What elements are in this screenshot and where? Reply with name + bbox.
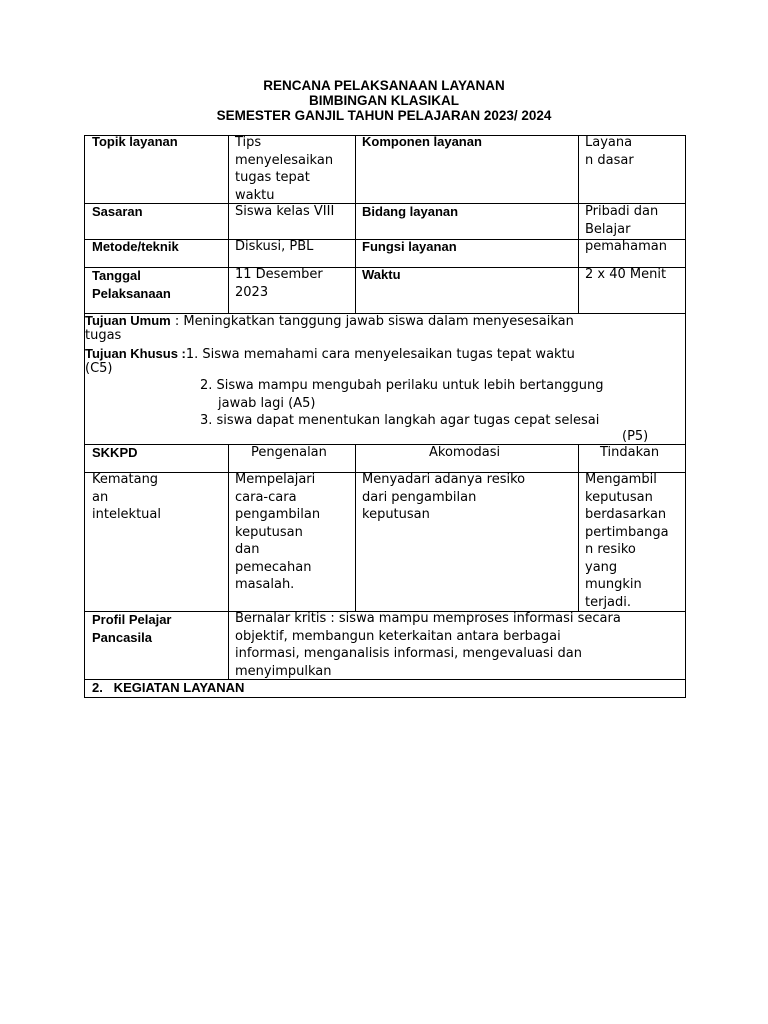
document-title-line2: BIMBINGAN KLASIKAL [309,93,459,108]
col-divider [228,135,229,313]
col-divider [228,611,229,679]
tujuan-khusus-2: 2. Siswa mampu mengubah perilaku untuk lebih bertanggung [200,378,604,393]
col-divider [355,135,356,313]
col-header-pengenalan: Pengenalan [251,445,327,460]
tujuan-umum-label: Tujuan Umum [85,313,171,328]
col-divider [228,444,229,611]
tujuan-khusus [85,345,575,364]
col-divider [578,135,579,313]
tujuan-khusus-3: 3. siswa dapat menentukan langkah agar tugas cepat selesai [200,413,600,428]
skkpd-akomodasi: Menyadari adanya resiko dari pengambilan keputusan [362,472,526,522]
col-divider [578,444,579,611]
tujuan-khusus-1-cont: (C5) [85,361,113,376]
tujuan-khusus-3-cont: (P5) [622,429,649,444]
tujuan-umum [85,312,574,331]
metode-value: Diskusi, PBL [235,239,314,254]
tujuan-khusus-label: Tujuan Khusus : [85,346,186,361]
row-divider [84,444,686,445]
col-divider [355,444,356,611]
fungsi-value: pemahaman [585,239,667,254]
document-title-line1: RENCANA PELAKSANAAN LAYANAN [263,78,505,93]
waktu-label: Waktu [362,267,401,282]
skkpd-pengenalan: Mempelajari cara-cara pengambilan keputusan dan pemecahan masalah. [235,472,321,592]
skkpd-header: SKKPD [92,445,138,460]
tujuan-umum-text: : Meningkatkan tanggung jawab siswa dalam menyesesaikan [170,314,574,329]
topik-label: Topik layanan [92,134,178,149]
section-kegiatan-layanan: 2. KEGIATAN LAYANAN [92,680,245,695]
col-header-tindakan: Tindakan [600,445,660,460]
skkpd-tindakan: Mengambil keputusan berdasarkan pertimbanga n resiko yang mungkin terjadi. [585,472,669,610]
sasaran-label: Sasaran [92,204,143,219]
tanggal-label: Tanggal Pelaksanaan [92,268,171,301]
topik-value: Tips menyelesaikan tugas tepat waktu [235,135,334,203]
col-header-akomodasi: Akomodasi [429,445,501,460]
komponen-label: Komponen layanan [362,134,482,149]
tujuan-khusus-1: 1. Siswa memahami cara menyelesaikan tugas tepat waktu [185,347,575,362]
komponen-value: Layana n dasar [585,135,634,168]
profil-text: Bernalar kritis : siswa mampu memproses informasi secara objektif, membangun keterkaitan antara berbagai informasi, menganalisis informasi, mengevaluasi dan menyimpulkan [235,611,621,679]
fungsi-label: Fungsi layanan [362,239,457,254]
bidang-value: Pribadi dan Belajar [585,204,659,237]
document-title-line3: SEMESTER GANJIL TAHUN PELAJARAN 2023/ 2024 [216,108,552,123]
bidang-label: Bidang layanan [362,204,459,219]
skkpd-row-label: Kematang an intelektual [92,472,161,522]
metode-label: Metode/teknik [92,239,179,254]
waktu-value: 2 x 40 Menit [585,267,667,282]
sasaran-value: Siswa kelas VIII [235,204,335,219]
profil-label: Profil Pelajar Pancasila [92,612,172,645]
tujuan-khusus-2-cont: jawab lagi (A5) [218,396,316,411]
tujuan-umum-cont: tugas [85,328,122,343]
tanggal-value: 11 Desember 2023 [235,267,323,300]
